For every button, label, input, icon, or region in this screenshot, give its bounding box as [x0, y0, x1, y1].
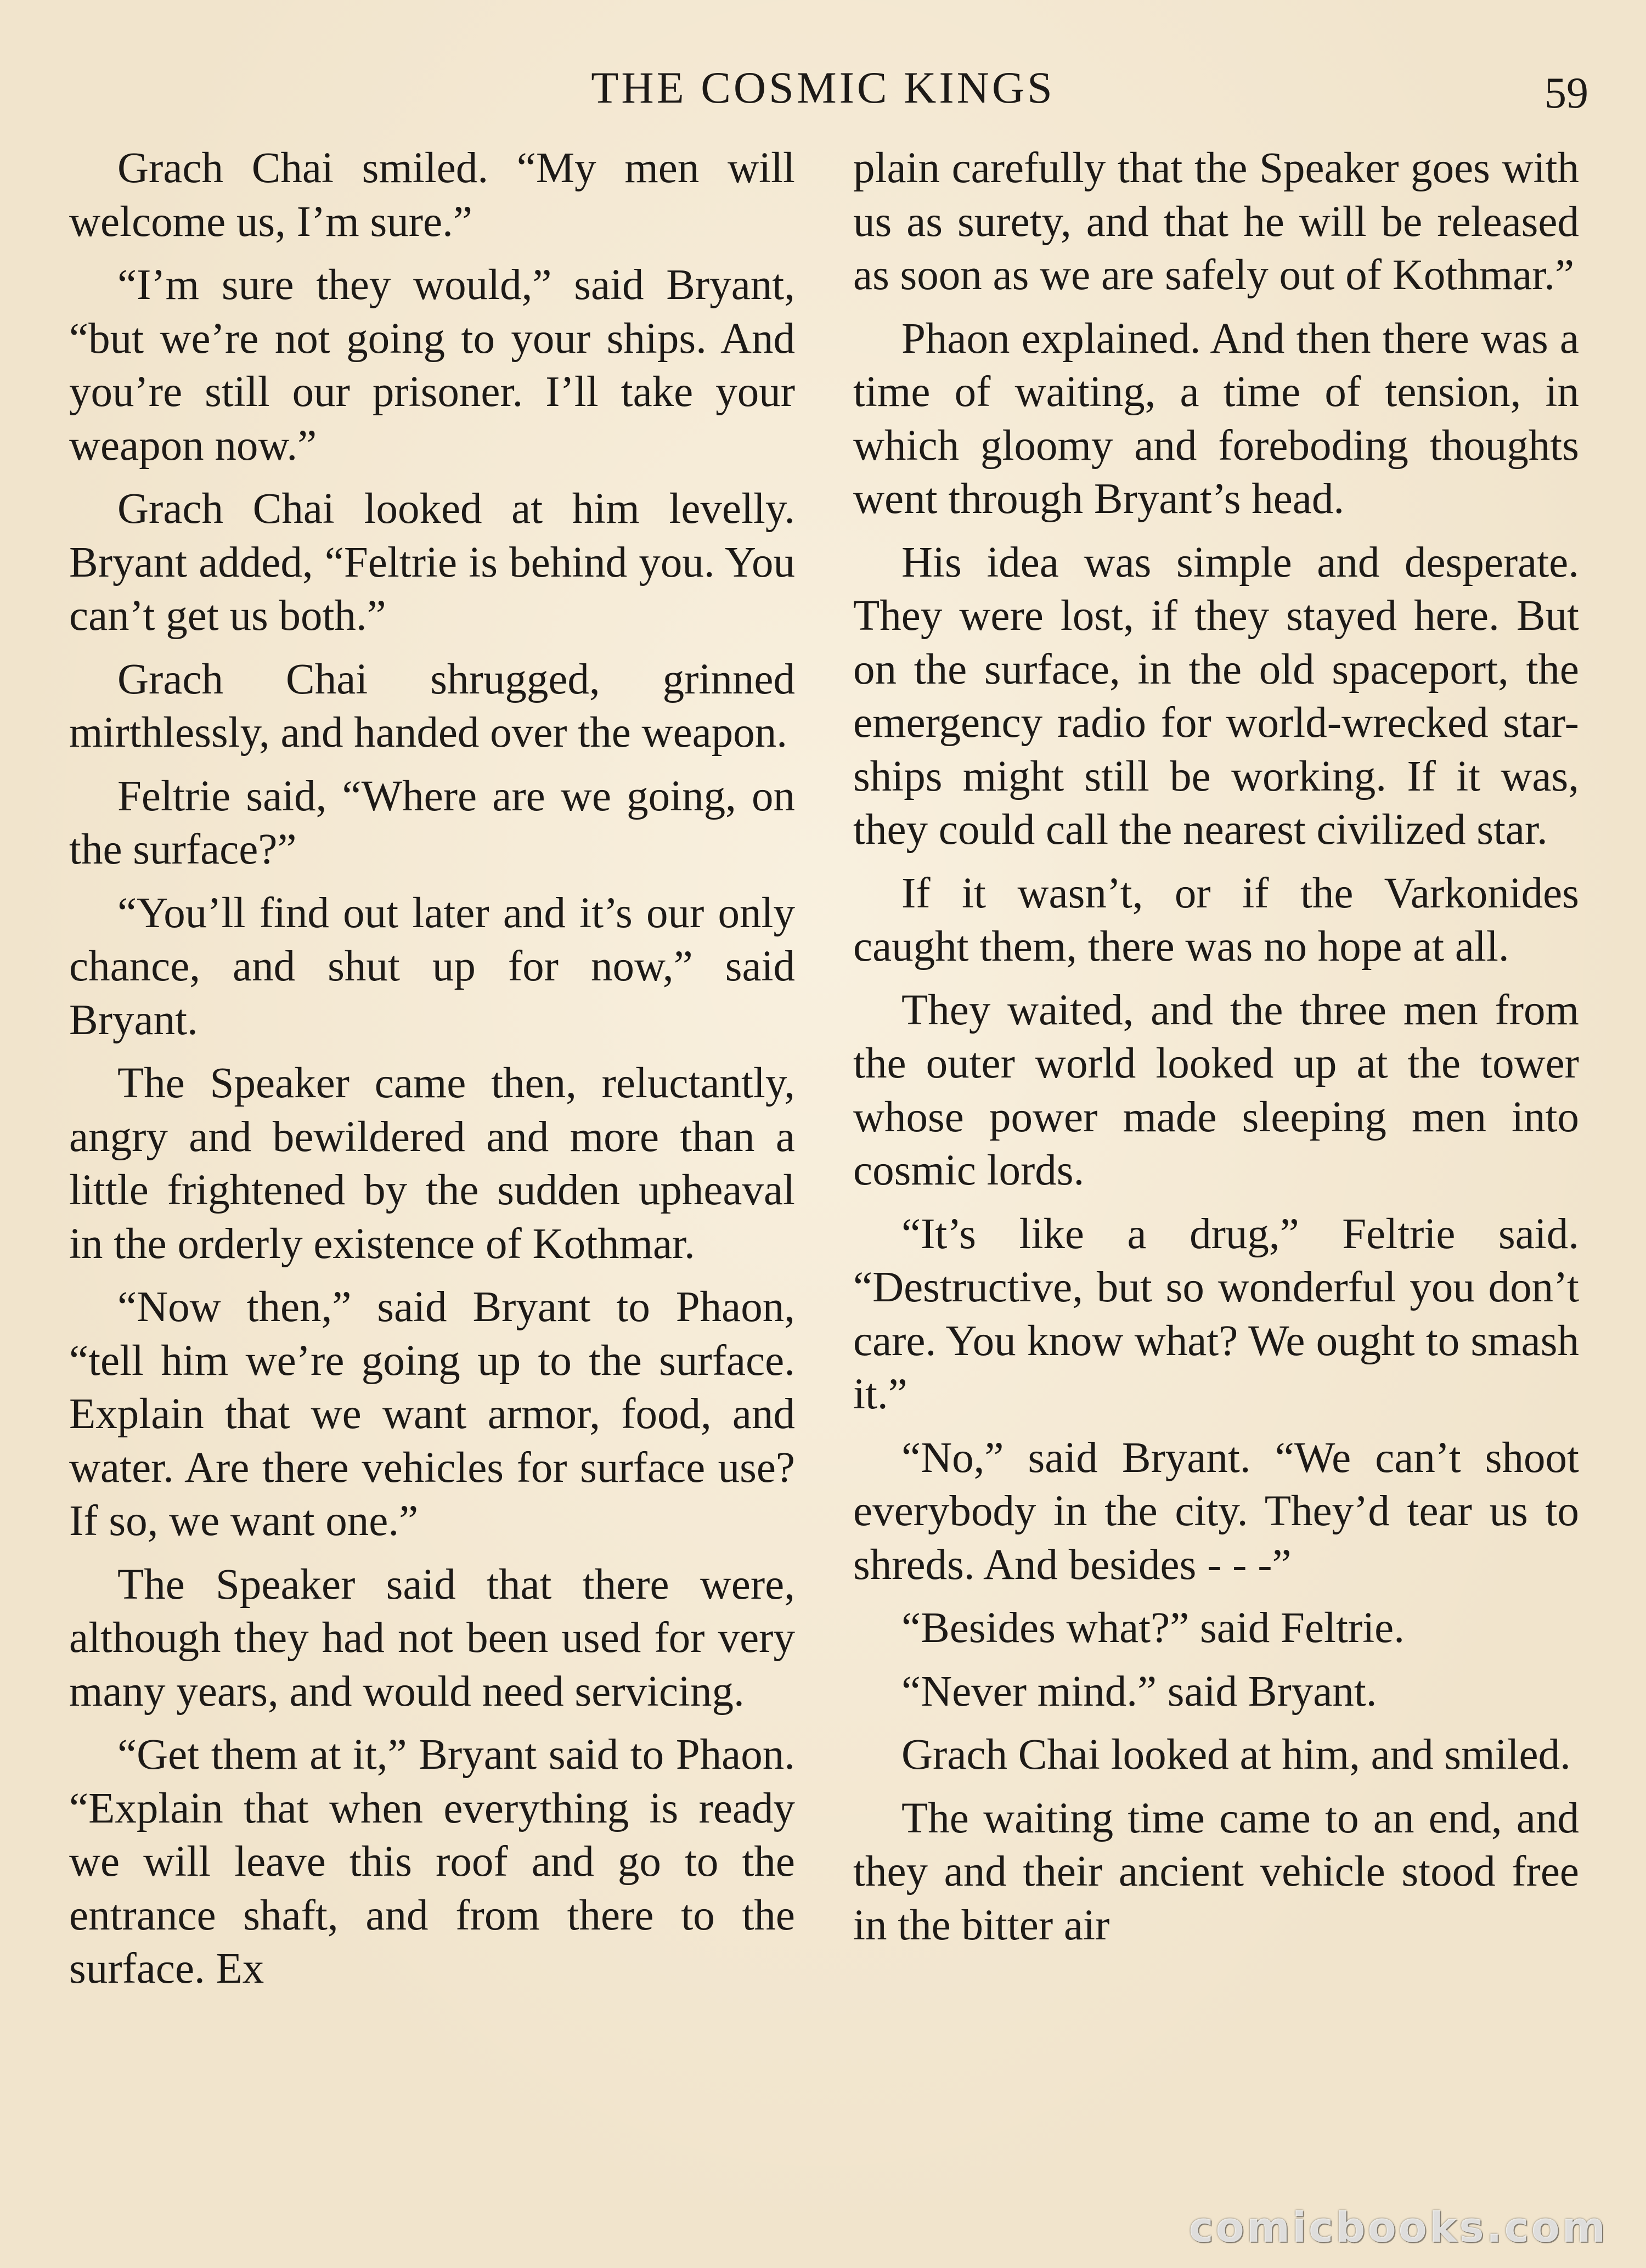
paragraph: The Speaker said that there were, although they had not been used for very many years, and would need servicing. — [69, 1560, 795, 1716]
paragraph: “I’m sure they would,” said Bryant, “but we’re not going to your ships. And you’re still our prisoner. I’ll take your weapon now.” — [69, 261, 795, 470]
paragraph: Grach Chai smiled. “My men will welcome us, I’m sure.” — [69, 144, 795, 246]
right-column — [853, 142, 1579, 1962]
running-title: THE COSMIC KINGS — [591, 63, 1055, 112]
paragraph-continued: plain carefully that the Speaker goes with us as surety, and that he will be released as soon as we are safely out of Kothmar.” — [853, 144, 1579, 299]
paragraph: Phaon explained. And then there was a time of waiting, a time of tension, in which gloomy and foreboding thoughts went through Bryant’s head. — [853, 314, 1579, 523]
paragraph: “It’s like a drug,” Feltrie said. “Destructive, but so wonderful you don’t care. You know what? We ought to smash it.” — [853, 1210, 1579, 1418]
paragraph: “Get them at it,” Bryant said to Phaon. “Explain that when everything is ready we will leave this roof and go to the entrance shaft, and from there to the surface. Ex — [69, 1731, 795, 1993]
paragraph: The waiting time came to an end, and they and their ancient vehicle stood free in the bitter air — [853, 1794, 1579, 1949]
paragraph: His idea was simple and desperate. They were lost, if they stayed here. But on the surface, in the old spaceport, the emergency radio for world-wrecked star-ships might still be working. If it was, they could call the nearest civilized star. — [853, 538, 1579, 854]
paragraph: Grach Chai looked at him, and smiled. — [901, 1731, 1571, 1779]
paragraph: Feltrie said, “Where are we going, on the surface?” — [69, 772, 795, 873]
left-column — [69, 142, 795, 2006]
paragraph: They waited, and the three men from the outer world looked up at the tower whose power made sleeping men into cosmic lords. — [853, 986, 1579, 1194]
paragraph: Grach Chai looked at him levelly. Bryant added, “Feltrie is behind you. You can’t get us both.” — [69, 485, 795, 640]
watermark: comicbooks.com — [1188, 2203, 1608, 2252]
paragraph: “Now then,” said Bryant to Phaon, “tell him we’re going up to the surface. Explain that we want armor, food, and water. Are there vehicles for surface use? If so, we want one.” — [69, 1283, 795, 1545]
paragraph: “You’ll find out later and it’s our only chance, and shut up for now,” said Bryant. — [69, 889, 795, 1044]
page-number: 59 — [1544, 69, 1588, 117]
paragraph: If it wasn’t, or if the Varkonides caught them, there was no hope at all. — [853, 869, 1579, 971]
page-header — [0, 58, 1646, 118]
paragraph: “Besides what?” said Feltrie. — [901, 1604, 1405, 1652]
paragraph: The Speaker came then, reluctantly, angry and bewildered and more than a little frightened by the sudden upheaval in the orderly existence of Kothmar. — [69, 1059, 795, 1268]
paragraph: “Never mind.” said Bryant. — [901, 1667, 1377, 1716]
paragraph: Grach Chai shrugged, grinned mirthlessly, and handed over the weapon. — [69, 655, 795, 757]
paragraph: “No,” said Bryant. “We can’t shoot everybody in the city. They’d tear us to shreds. And besides - - -” — [853, 1434, 1579, 1589]
